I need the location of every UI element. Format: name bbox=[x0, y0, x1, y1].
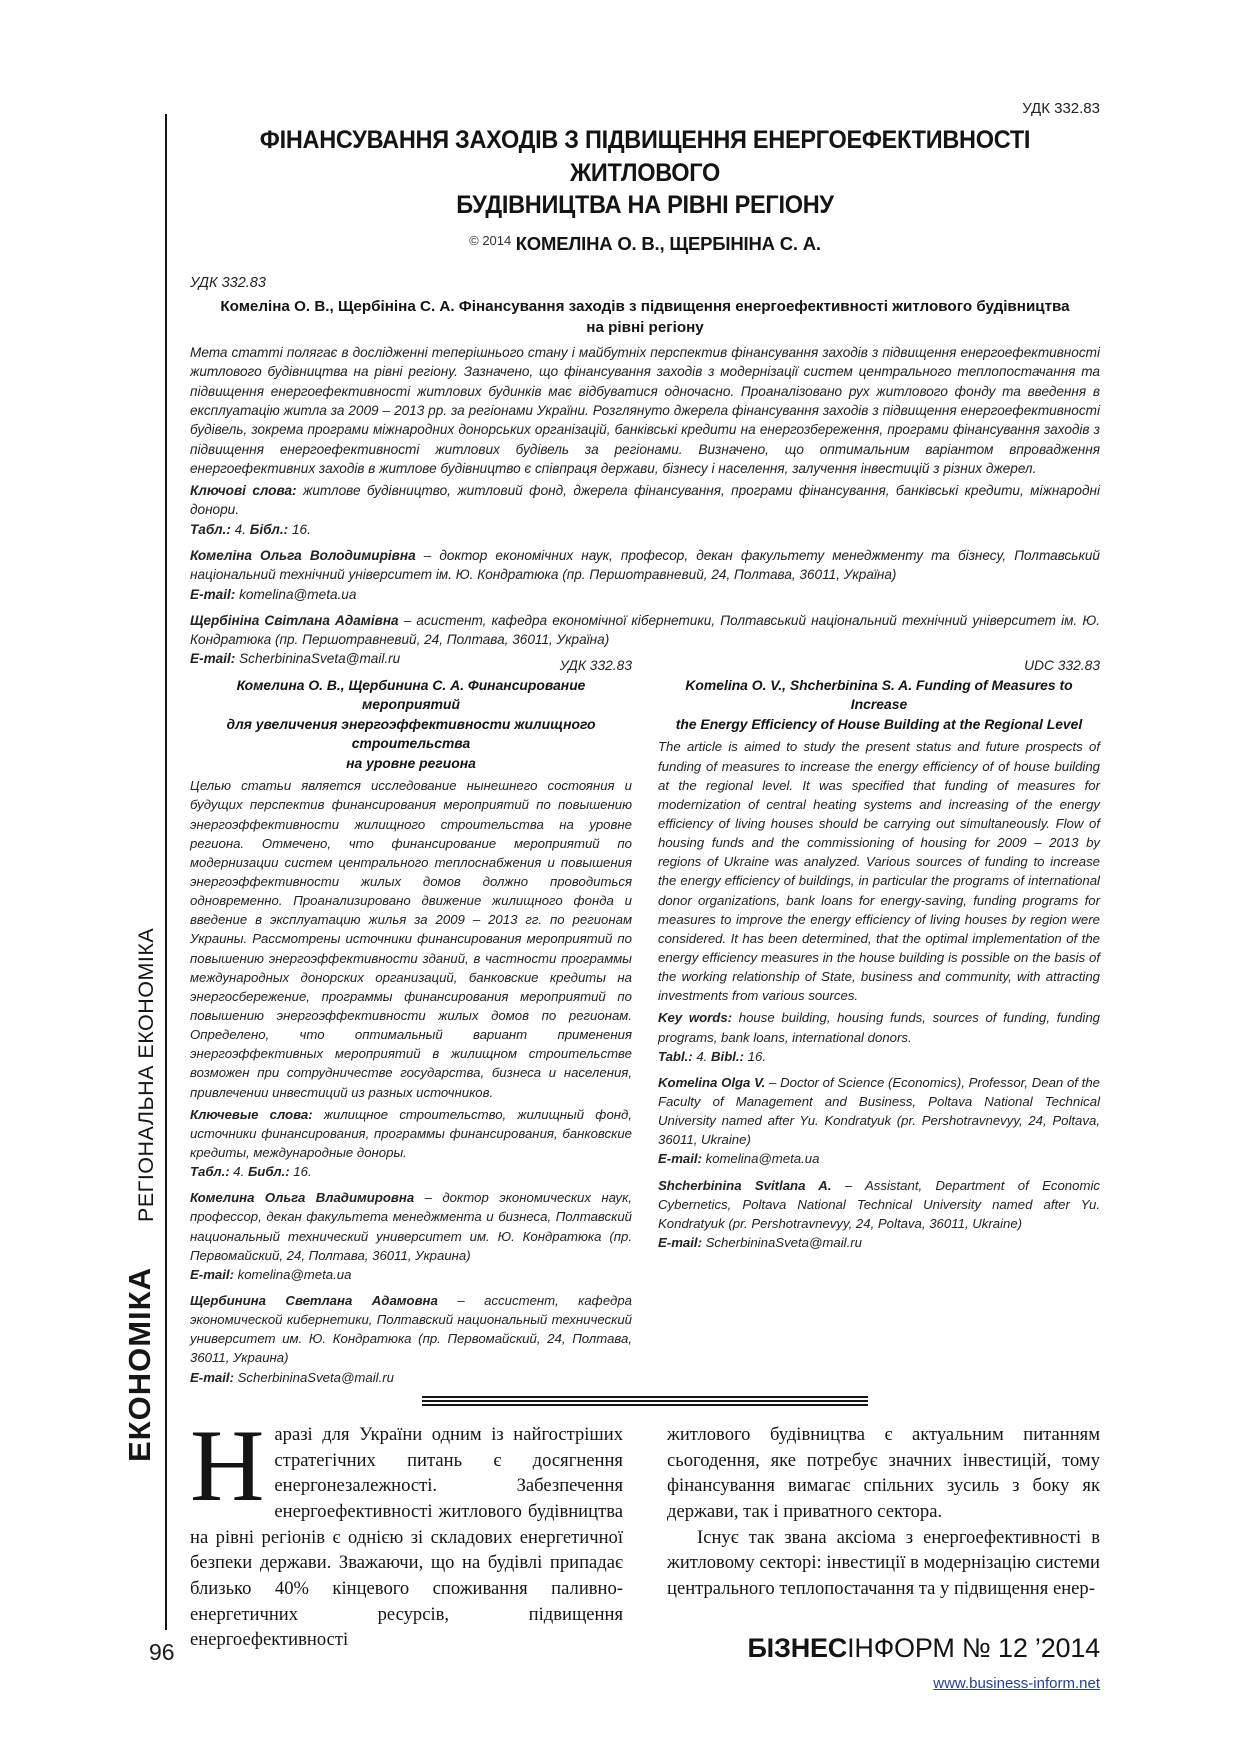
ru-title-line3: на уровне региона bbox=[346, 754, 476, 771]
article-title-line1: ФІНАНСУВАННЯ ЗАХОДІВ З ПІДВИЩЕННЯ ЕНЕРГОЕФЕКТИВНОСТІ ЖИТЛОВОГО bbox=[259, 126, 1031, 187]
author-name: Комелина Ольга Владимировна bbox=[190, 1190, 415, 1206]
en-tabl-bibl bbox=[658, 1047, 1100, 1066]
section-separator bbox=[422, 1396, 868, 1406]
page-number: 96 bbox=[149, 1639, 175, 1665]
en-author-bio bbox=[658, 1073, 1100, 1169]
ru-author-bio bbox=[190, 1188, 632, 1284]
ua-tabl-label: Табл.: bbox=[190, 521, 231, 537]
ru-title-line2: для увеличения энергоэффективности жилищного строительства bbox=[226, 715, 596, 752]
article-body bbox=[190, 1396, 1100, 1653]
email-label: E-mail: bbox=[658, 1234, 702, 1250]
body-paragraph: житлового будівництва є актуальним питанням сьогодення, яке потребує значних інвестицій, тому фінансування вимагає спільних зусиль з боку як держави, так і приватного сектора. bbox=[667, 1424, 1100, 1522]
author-name: Shcherbinina Svitlana A. bbox=[658, 1177, 832, 1193]
ua-bibl-value: 16. bbox=[288, 521, 311, 537]
sidebar-category-label: ЕКОНОМІКА bbox=[122, 1267, 157, 1462]
ru-tabl-label: Табл.: bbox=[190, 1164, 230, 1180]
ua-keywords bbox=[190, 481, 1100, 520]
email-value: komelina@meta.ua bbox=[701, 1151, 820, 1167]
journal-website-link[interactable]: www.business-inform.net bbox=[933, 1675, 1100, 1692]
en-keywords bbox=[658, 1008, 1100, 1046]
en-annotation-title bbox=[658, 676, 1100, 734]
byline-authors: КОМЕЛІНА О. В., ЩЕРБІНІНА С. А. bbox=[515, 232, 821, 254]
en-title-line1: Komelina O. V., Shcherbinina S. A. Funding of Measures to Increase bbox=[685, 677, 1073, 713]
ru-udk-code: УДК 332.83 bbox=[559, 658, 632, 673]
body-column-right bbox=[667, 1422, 1100, 1653]
ru-tabl-bibl bbox=[190, 1162, 632, 1181]
article-header bbox=[190, 100, 1100, 669]
ua-annotation-title bbox=[190, 297, 1100, 339]
body-paragraph: аразі для України одним із найгостріших стратегічних питань є досягнення енергонезалежності. Забезпечення енергоефективності житлового будівництва на рівні регіонів є однією зі складових енергетичної безпеки держави. Зважаючи, що на будівлі припадає близько 40% кінцевого споживання паливно-енергетичних ресурсів, підвищення енергоефективності bbox=[190, 1424, 623, 1651]
ua-tabl-value: 4. bbox=[230, 521, 250, 537]
email-label: E-mail: bbox=[190, 586, 236, 602]
email-value: ScherbininaSveta@mail.ru bbox=[701, 1234, 862, 1250]
en-tabl-value: 4. bbox=[692, 1048, 712, 1064]
ua-bibl-label: Бібл.: bbox=[249, 521, 289, 537]
journal-issue: ІНФОРМ № 12 ’2014 bbox=[847, 1633, 1100, 1663]
email-value: ScherbininaSveta@mail.ru bbox=[235, 651, 401, 667]
ua-annotation-title-line2: на рівні регіону bbox=[586, 319, 704, 337]
ua-keywords-text: житлове будівництво, житловий фонд, джерела фінансування, програми фінансування, банківські кредити, міжнародні донори. bbox=[190, 483, 1100, 518]
ua-tabl-bibl bbox=[190, 520, 1100, 539]
en-udc-code: UDC 332.83 bbox=[1024, 658, 1100, 673]
body-columns bbox=[190, 1409, 1100, 1653]
author-name: Komelina Olga V. bbox=[658, 1074, 766, 1090]
article-title-line2: БУДІВНИЦТВА НА РІВНІ РЕГІОНУ bbox=[456, 191, 834, 219]
body-column-left bbox=[190, 1409, 623, 1653]
body-paragraph: Існує так звана аксіома з енергоефективності в житловому секторі: інвестиції в модернізацію системи центрального теплопостачання та у підвищення енер- bbox=[667, 1526, 1100, 1599]
author-desc: – доктор экономических наук, профессор, декан факультета менеджмента и бизнеса, Полтавский национальный технический университет им. Ю. Кондратюка (пр. Первомайский, 24, Полтава, 36011, Украина) bbox=[190, 1190, 633, 1263]
ua-author-bio bbox=[190, 546, 1100, 604]
ua-udk-code: УДК 332.83 bbox=[190, 274, 266, 291]
ru-keywords-text: жилищное строительство, жилищный фонд, источники финансирования, программы финансирования, банковские кредиты, международные доноры. bbox=[190, 1106, 632, 1161]
ru-title-line1: Комелина О. В., Щербинина С. А. Финансирование мероприятий bbox=[236, 677, 586, 713]
ru-annotation-title bbox=[190, 676, 632, 773]
ru-bibl-value: 16. bbox=[289, 1164, 312, 1180]
ru-keywords-label: Ключевые слова: bbox=[190, 1106, 313, 1122]
en-tabl-label: Tabl.: bbox=[658, 1048, 693, 1064]
ua-abstract: Мета статті полягає в дослідженні теперішнього стану і майбутніх перспектив фінансування заходів з підвищення енергоефективності житлового будівництва на рівні регіону. Зазначено, що фінансування заходів з модернізації систем центрального теплопостачання та підвищення енергоефективності житлових будинків має відбуватися одночасно. Проаналізовано рух житлового фонду та введення в експлуатацію житла за 2009 – 2013 рр. за регіонами України. Розглянуто джерела фінансування заходів з підвищення енергоефективності будівель, зокрема програми міжнародних донорських організацій, банківські кредити на енергозбереження, програми фінансування заходів з підвищення енергоефективності житлових будівель за регіонами. Визначено, що оптимальним варіантом впровадження енергоефективних заходів в житлове будівництво є співпраця держави, бізнесу і населення, залучення інвестицій з різних джерел. bbox=[190, 345, 1100, 476]
drop-cap: Н bbox=[190, 1409, 265, 1523]
ru-keywords bbox=[190, 1105, 632, 1162]
byline bbox=[190, 233, 1100, 255]
journal-name bbox=[747, 1633, 1100, 1664]
en-bibl-label: Bibl.: bbox=[711, 1048, 744, 1064]
email-label: E-mail: bbox=[190, 1266, 234, 1282]
en-title-line2: the Energy Efficiency of House Building at the Regional Level bbox=[675, 715, 1083, 732]
en-bibl-value: 16. bbox=[743, 1048, 766, 1064]
author-name: Щербинина Светлана Адамовна bbox=[190, 1293, 438, 1308]
ru-author-bio bbox=[190, 1291, 632, 1387]
en-author-bio bbox=[658, 1176, 1100, 1253]
author-name: Щербініна Світлана Адамівна bbox=[190, 612, 399, 628]
author-desc: – Assistant, Department of Economic Cybernetics, Poltava National Technical University named after Yu. Kondratyuk (pr. Pershotravnevyy, 24, Poltava, 36011, Ukraine) bbox=[658, 1177, 1100, 1231]
email-label: E-mail: bbox=[190, 651, 236, 667]
en-keywords-text: house building, housing funds, sources of funding, funding programs, bank loans, international donors. bbox=[658, 1010, 1100, 1045]
author-desc: – Doctor of Science (Economics), Professor, Dean of the Faculty of Management and Business, Poltava National Technical University named after Yu. Kondratyuk (pr. Pershotravnevyy, 24, Poltava, 36011, Ukraine) bbox=[658, 1074, 1100, 1148]
left-vertical-rule bbox=[165, 114, 167, 1630]
email-value: komelina@meta.ua bbox=[233, 1266, 352, 1282]
bilingual-annotations bbox=[190, 656, 1100, 1387]
udk-code-top: УДК 332.83 bbox=[1022, 100, 1100, 117]
ru-tabl-value: 4. bbox=[229, 1164, 248, 1180]
email-label: E-mail: bbox=[658, 1151, 702, 1167]
en-annotation-column bbox=[658, 656, 1100, 1387]
ru-abstract: Целью статьи является исследование нынешнего состояния и будущих перспектив финансирования мероприятий по повышению энергоэффективности жилищного строительства на уровне региона. Отмечено, что финансирование мероприятий по модернизации систем центрального теплоснабжения и повышения энергоэффективности жилых домов должно проводиться одновременно. Проанализировано движение жилищного фонда и введение в эксплуатацию жилья за 2009 – 2013 гг. по регионам Украины. Рассмотрены источники финансирования мероприятий по повышению энергоэффективности зданий, в частности программы международных донорских организаций, банковские кредиты на энергосбережение, программы финансирования мероприятий по повышению энергоэффективности жилых домов по регионам. Определено, что оптимальный вариант применения энергоэффективных мероприятий в жилищном строительстве возможен при сотрудничестве государства, бизнеса и населения, привлечении инвестиций из разных источников. bbox=[190, 778, 632, 1100]
email-value: ScherbininaSveta@mail.ru bbox=[233, 1369, 394, 1385]
article-title bbox=[217, 124, 1072, 222]
copyright-year: © 2014 bbox=[469, 232, 512, 248]
ua-annotation-title-line1: Комеліна О. В., Щербініна С. А. Фінансування заходів з підвищення енергоефективності житлового будівництва bbox=[220, 298, 1070, 316]
journal-name-bold: БІЗНЕС bbox=[747, 1633, 848, 1663]
email-value: komelina@meta.ua bbox=[235, 586, 357, 602]
en-keywords-label: Key words: bbox=[658, 1010, 733, 1026]
ru-annotation-column bbox=[190, 656, 632, 1387]
author-desc: – асистент, кафедра економічної кібернетики, Полтавський національний технічний університет ім. Ю. Кондратюка (пр. Першотравневий, 24, Полтава, 36011, Україна) bbox=[190, 612, 1100, 648]
ua-keywords-label: Ключові слова: bbox=[190, 483, 297, 499]
email-label: E-mail: bbox=[190, 1369, 234, 1385]
sidebar-section-label: РЕГІОНАЛЬНА ЕКОНОМІКА bbox=[134, 927, 158, 1222]
ru-bibl-label: Библ.: bbox=[247, 1164, 290, 1180]
author-desc: – доктор економічних наук, професор, декан факультету менеджменту та бізнесу, Полтавський національний технічний університет ім. Ю. Кондратюка (пр. Першотравневий, 24, Полтава, 36011, Україна) bbox=[190, 547, 1100, 583]
author-name: Комеліна Ольга Володимирівна bbox=[190, 547, 416, 563]
author-desc: – ассистент, кафедра экономической кибернетики, Полтавский национальный технический университет им. Ю. Кондратюка (пр. Первомайский, 24, Полтава, 36011, Украина) bbox=[190, 1293, 632, 1366]
en-abstract: The article is aimed to study the present status and future prospects of funding of measures to increase the energy efficiency of of house building at the regional level. It was specified that funding of measures for modernization of central heating systems and increasing of the energy efficiency of living houses should be carrying out simultaneously. Flow of housing funds and the commissioning of housing for 2009 – 2013 by regions of Ukraine was analyzed. Various sources of funding to increase the energy efficiency of buildings, in particular the programs of international donor organizations, bank loans for energy-saving, funding programs for measures to improve the energy efficiency of living houses by region were considered. It has been determined, that the optimal implementation of the energy efficiency measures in the house building is possible on the basis of the working relationship of State, business and community, with attracting investments from various sources. bbox=[658, 739, 1100, 1004]
